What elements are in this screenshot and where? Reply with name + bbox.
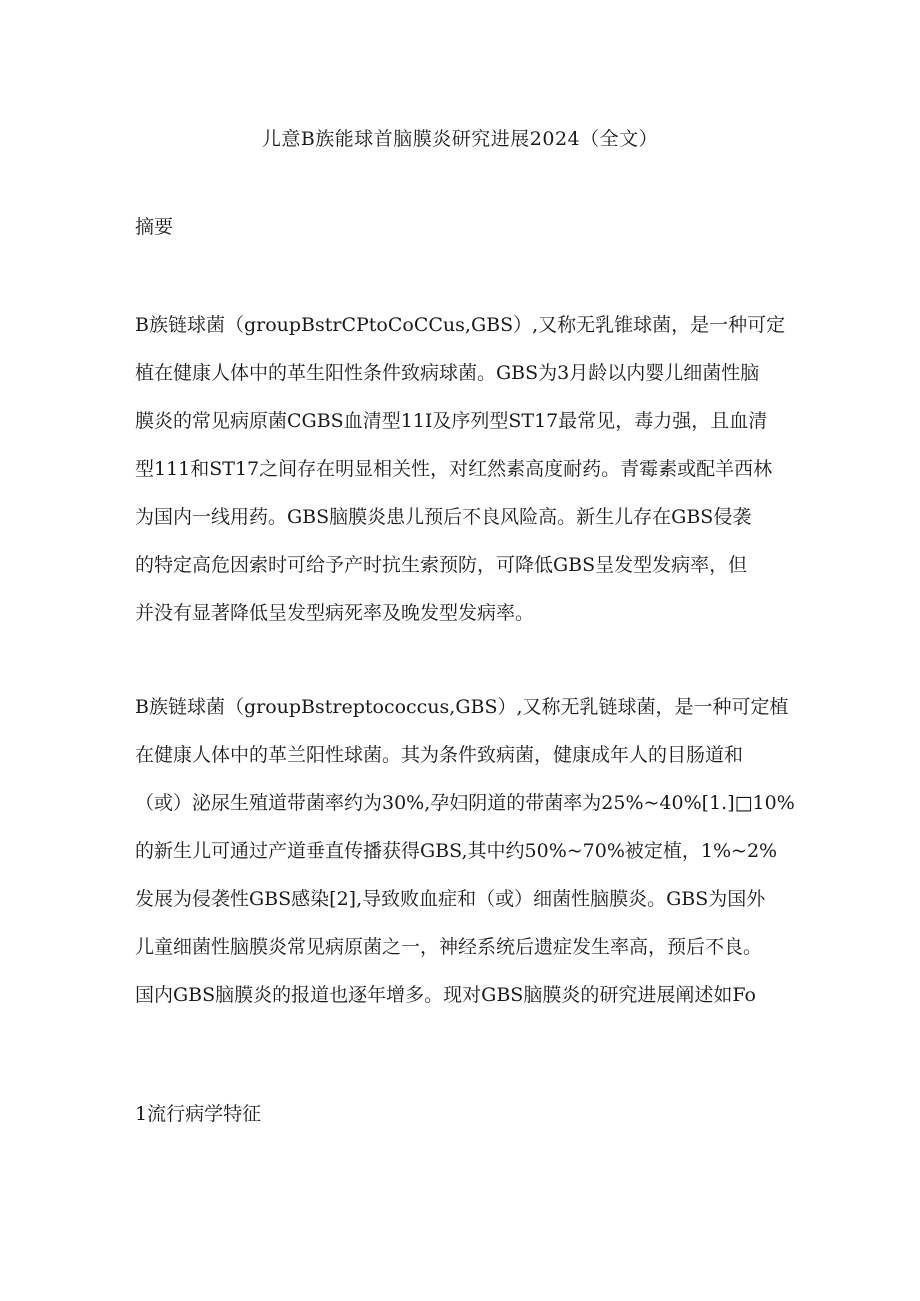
- intro-paragraph: [135, 683, 795, 1019]
- paragraph-line: 型111和ST17之间存在明显相关性，对红然素高度耐药。青霉素或配羊西林: [135, 458, 773, 480]
- paragraph-line: 膜炎的常见病原菌CGBS血清型11I及序列型ST17最常见，毒力强，且血清: [135, 410, 768, 432]
- section-heading-epidemiology: 1流行病学特征: [135, 1103, 262, 1125]
- paragraph-line: 植在健康人体中的革生阳性条件致病球菌。GBS为3月龄以内婴儿细菌性脑: [135, 362, 760, 384]
- paragraph-line: 发展为侵袭性GBS感染[2],导致败血症和（或）细菌性脑膜炎。GBS为国外: [135, 888, 766, 910]
- paragraph-line: B族链球菌（groupBstrCPtoCoCCus,GBS）,又称无乳锥球菌，是一种可定: [135, 314, 786, 336]
- abstract-heading: 摘要: [135, 216, 174, 238]
- paragraph-line: 在健康人体中的革兰阳性球菌。其为条件致病菌，健康成年人的目肠道和: [135, 744, 744, 766]
- paragraph-line: 的新生儿可通过产道垂直传播获得GBS,其中约50%~70%被定植，1%~2%: [135, 840, 778, 862]
- page-title: 儿意B族能球首脑膜炎研究进展2024（全文）: [261, 128, 659, 150]
- paragraph-line: 的特定高危因索时可给予产时抗生索预防，可降低GBS呈发型发病率，但: [135, 554, 748, 576]
- paragraph-line: 为国内一线用药。GBS脑膜炎患儿预后不良风险高。新生儿存在GBS侵袭: [135, 506, 752, 528]
- paragraph-line: 并没有显著降低呈发型病死率及晚发型发病率。: [135, 602, 535, 624]
- paragraph-line: （或）泌尿生殖道带菌率约为30%,孕妇阴道的带菌率为25%~40%[1.]□10%: [135, 792, 795, 814]
- paragraph-line: B族链球菌（groupBstreptococcus,GBS）,又称无乳链球菌，是一种可定植: [135, 696, 789, 718]
- paragraph-line: 儿童细菌性脑膜炎常见病原菌之一，神经系统后遗症发生率高，预后不良。: [135, 936, 763, 958]
- paragraph-line: 国内GBS脑膜炎的报道也逐年增多。现对GBS脑膜炎的研究进展阐述如Fo: [135, 984, 756, 1006]
- abstract-paragraph: [135, 301, 795, 637]
